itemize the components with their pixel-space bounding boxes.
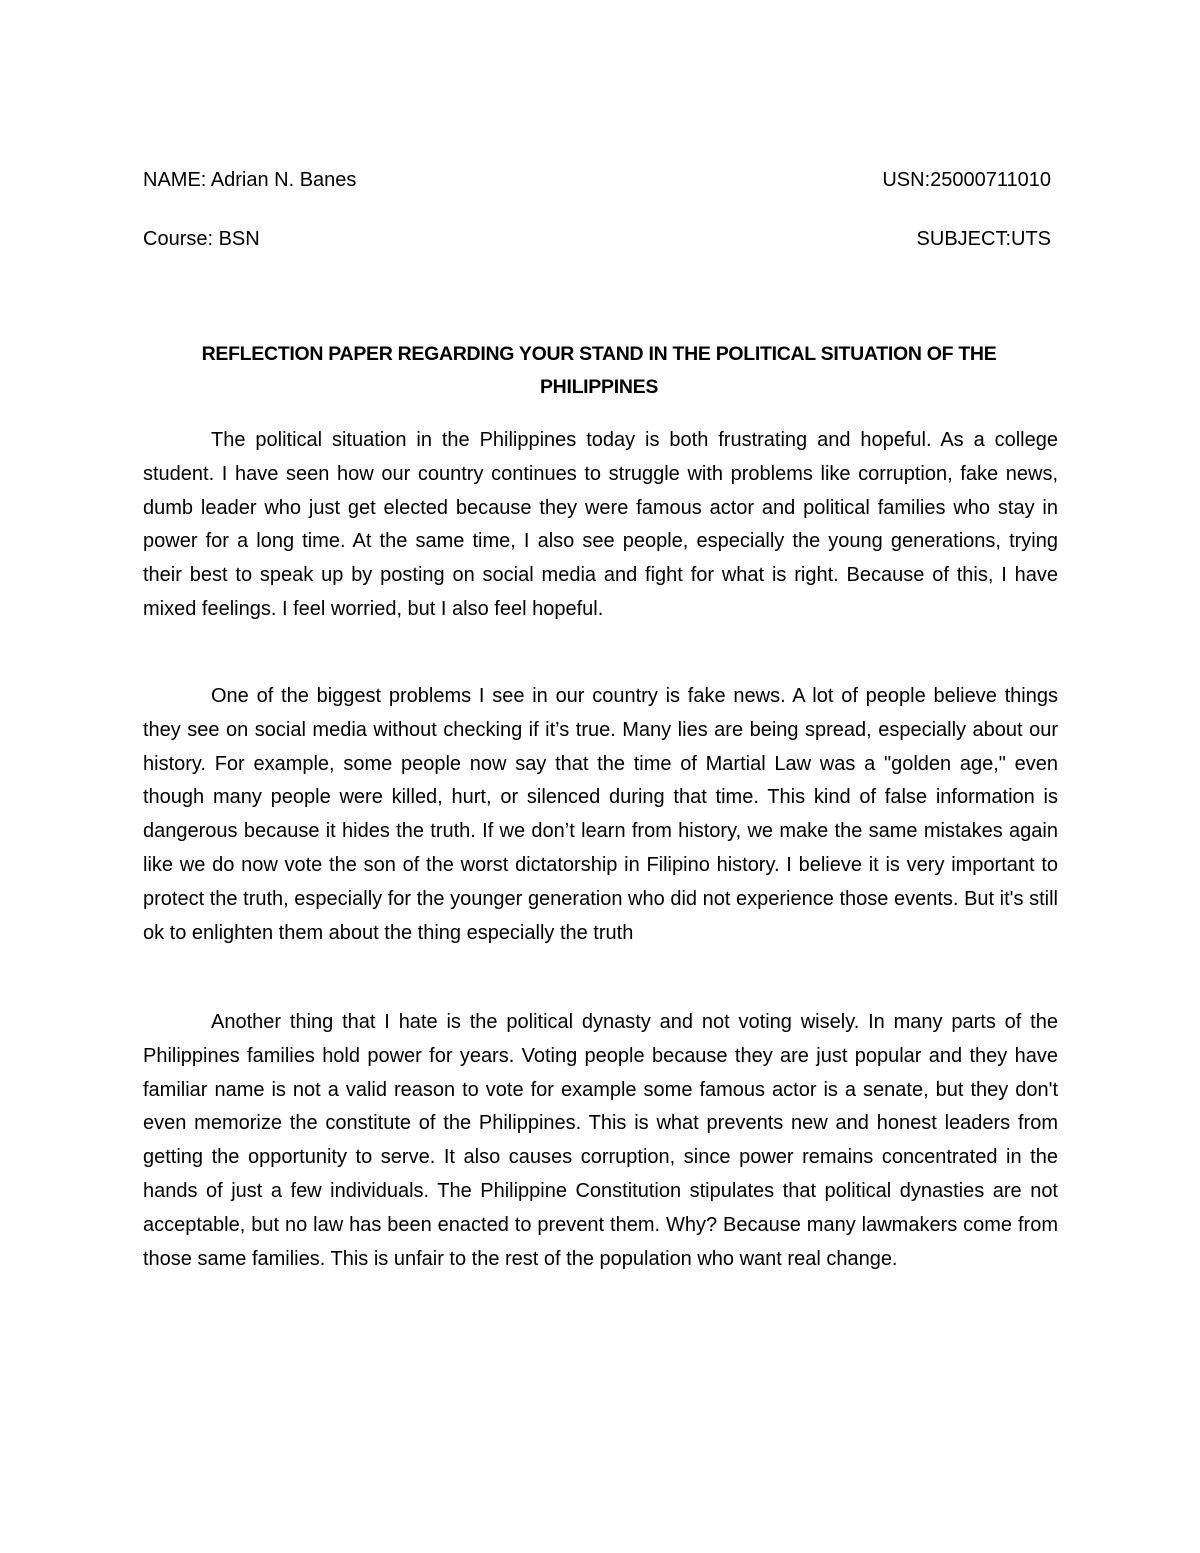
student-name: NAME: Adrian N. Banes bbox=[143, 169, 357, 191]
paper-title: REFLECTION PAPER REGARDING YOUR STAND IN THE POLITICAL SITUATION OF THE PHILIPPINES bbox=[201, 343, 997, 398]
header-row-2 bbox=[143, 227, 1051, 251]
student-course: Course: BSN bbox=[143, 228, 260, 250]
header-row-1 bbox=[143, 168, 1051, 192]
paragraph-3: Another thing that I hate is the political dynasty and not voting wisely. In many parts of the Philippines families hold power for years. Voting people because they are just popular and they have familiar name is not a valid reason to vote for example some famous actor is a senate, but they don't even memorize the constitute of the Philippines. This is what prevents new and honest leaders from getting the opportunity to serve. It also causes corruption, since power remains concentrated in the hands of just a few individuals. The Philippine Constitution stipulates that political dynasties are not acceptable, but no law has been enacted to prevent them. Why? Because many lawmakers come from those same families. This is unfair to the rest of the population who want real change. bbox=[143, 1011, 1058, 1270]
paragraph-2: One of the biggest problems I see in our country is fake news. A lot of people believe things they see on social media without checking if it’s true. Many lies are being spread, especially about our history. For example, some people now say that the time of Martial Law was a "golden age," even though many people were killed, hurt, or silenced during that time. This kind of false information is dangerous because it hides the truth. If we don’t learn from history, we make the same mistakes again like we do now vote the son of the worst dictatorship in Filipino history. I believe it is very important to protect the truth, especially for the younger generation who did not experience those events. But it's still ok to enlighten them about the thing especially the truth bbox=[143, 685, 1058, 944]
subject: SUBJECT:UTS bbox=[916, 228, 1051, 250]
student-usn: USN:25000711010 bbox=[882, 169, 1051, 191]
paragraph-1: The political situation in the Philippines today is both frustrating and hopeful. As a college student. I have seen how our country continues to struggle with problems like corruption, fake news, dumb leader who just get elected because they were famous actor and political families who stay in power for a long time. At the same time, I also see people, especially the young generations, trying their best to speak up by posting on social media and fight for what is right. Because of this, I have mixed feelings. I feel worried, but I also feel hopeful. bbox=[143, 429, 1058, 620]
